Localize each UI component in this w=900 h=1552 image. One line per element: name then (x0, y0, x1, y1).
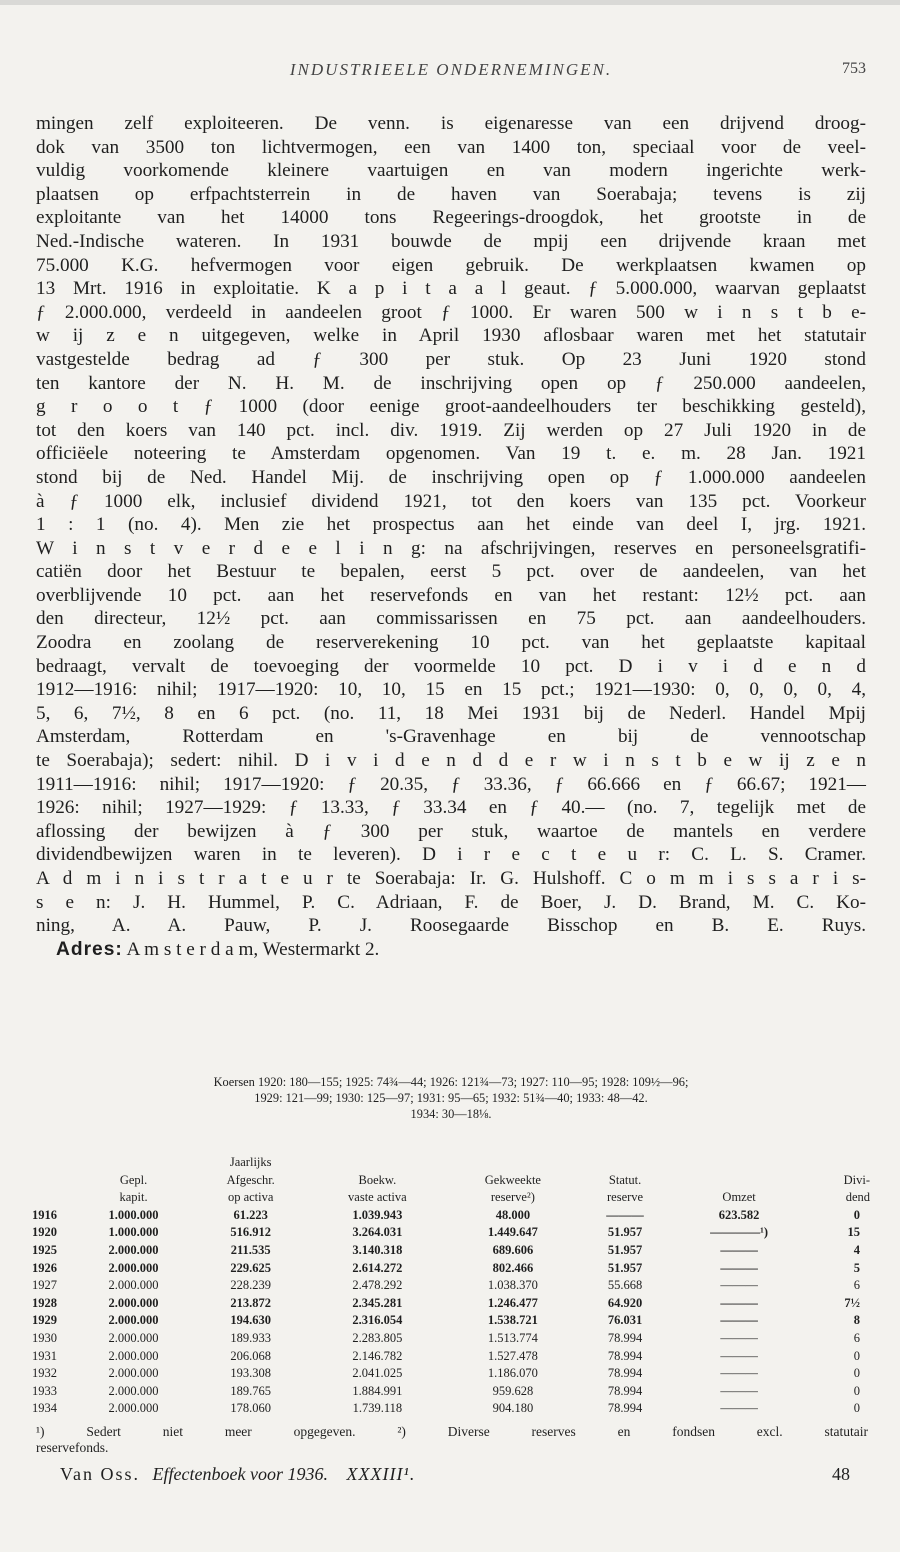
table-cell: ——— (606, 1207, 644, 1222)
table-cell: 1920 (32, 1225, 57, 1240)
table-cell: 78.994 (607, 1383, 643, 1398)
table-cell: 1.000.000 (108, 1207, 159, 1222)
text-line: 1912—1916: nihil; 1917—1920: 10, 10, 15 en 15 pct.; 1921—1930: 0, 0, 0, 0, 4, (36, 679, 866, 701)
table-row (30, 1330, 870, 1348)
text-line: ning, A. A. Pauw, P. J. Roosegaarde Bisschop en B. E. Ruys. (36, 915, 866, 937)
table-cell: ——— (720, 1313, 758, 1328)
column-header-line: Statut. (608, 1172, 642, 1187)
page-header (36, 60, 866, 86)
table-cell: 1.884.991 (352, 1383, 403, 1398)
column-header-line: Divi- (843, 1172, 870, 1187)
column-header-line: op activa (227, 1190, 274, 1205)
footer-page-marker: 48 (832, 1464, 850, 1484)
text-line: Ned.-Indische wateren. In 1931 bouwde de mpij een drijvende kraan met (36, 230, 866, 252)
table-cell: ——— (720, 1383, 758, 1398)
table-cell: 1.538.721 (487, 1313, 538, 1328)
table-row (30, 1312, 870, 1330)
text-line: te Soerabaja); sedert: nihil. D i v i d e n d d e r w i n s t b e w ij z e n (36, 750, 866, 772)
table-cell: 55.668 (607, 1278, 643, 1293)
table-cell: 78.994 (607, 1366, 643, 1381)
column-header-line: Gekweekte (484, 1172, 541, 1187)
column-header-line: dend (845, 1190, 870, 1205)
page-footer (60, 1464, 850, 1490)
column-header (308, 1154, 446, 1207)
table-cell: 8 (853, 1313, 860, 1328)
table-cell: 15 (847, 1225, 860, 1240)
table-cell: 193.308 (230, 1366, 271, 1381)
address-line (36, 938, 866, 962)
table-cell: 0 (853, 1383, 860, 1398)
price-history-line: 1934: 30—18⅛. (410, 1107, 492, 1121)
table-cell: 1931 (32, 1348, 57, 1363)
page-top-edge (0, 0, 900, 5)
text-line: plaatsen op erfpachtsterrein in de haven van Soerabaja; tevens is zij (36, 183, 866, 205)
table-cell: 2.041.025 (352, 1366, 403, 1381)
running-title: INDUSTRIEELE ONDERNEMINGEN. (289, 60, 613, 79)
table-row (30, 1383, 870, 1401)
text-line: 1926: nihil; 1927—1929: ƒ 13.33, ƒ 33.34 en ƒ 40.— (no. 7, tegelijk met de (36, 797, 866, 819)
table-cell: 2.000.000 (108, 1383, 159, 1398)
text-line: vastgestelde bedrag ad ƒ 300 per stuk. Op 23 Juni 1920 stond (36, 348, 866, 370)
text-line: g r o o t ƒ 1000 (door eenige groot-aandeelhouders ter beschikking gesteld), (36, 396, 866, 418)
table-cell: 1930 (32, 1330, 57, 1345)
text-line: officiëele noteering te Amsterdam opgenomen. Van 19 t. e. m. 28 Jan. 1921 (36, 443, 866, 465)
table-cell: 51.957 (607, 1260, 643, 1275)
price-history (36, 1074, 866, 1122)
column-header (30, 1154, 74, 1207)
column-header (807, 1154, 870, 1207)
footnote-line: ¹) Sedert niet meer opgegeven. ²) Diverse reserves en fondsen excl. statutair (36, 1424, 868, 1439)
table-cell: 1925 (32, 1242, 57, 1257)
table-cell: 206.068 (230, 1348, 271, 1363)
text-line: den directeur, 12½ pct. aan commissarissen en 75 pct. aan aandeelhouders. (36, 608, 866, 630)
table-cell: 2.000.000 (108, 1330, 159, 1345)
page-number: 753 (842, 60, 866, 77)
text-line: 5, 6, 7½, 8 en 6 pct. (no. 11, 18 Mei 1931 bij de Nederl. Handel Mpij (36, 702, 866, 724)
table-row (30, 1295, 870, 1313)
text-line: 13 Mrt. 1916 in exploitatie. K a p i t a a l geaut. ƒ 5.000.000, waarvan geplaatst (36, 278, 866, 300)
company-description (36, 112, 866, 961)
table-row (30, 1348, 870, 1366)
table-cell: 904.180 (492, 1401, 534, 1416)
table-row (30, 1242, 870, 1260)
column-header-line: kapit. (119, 1190, 148, 1205)
table-cell: 189.933 (230, 1330, 271, 1345)
table-cell: 228.239 (230, 1278, 271, 1293)
table-cell: 0 (853, 1401, 860, 1416)
text-line: catiën door het Bestuur te bepalen, eerst 5 pct. over de aandeelen, van het (36, 561, 866, 583)
table-row (30, 1224, 870, 1242)
table-cell: 516.912 (230, 1225, 271, 1240)
table-cell: 178.060 (230, 1401, 271, 1416)
table-cell: 78.994 (607, 1401, 643, 1416)
column-header-line: vaste activa (348, 1190, 407, 1205)
table-cell: 0 (853, 1207, 860, 1222)
text-line: dok van 3500 ton lichtvermogen, een van 1400 ton, speciaal voor de veel- (36, 136, 866, 158)
financial-table (30, 1154, 870, 1418)
table-cell: 1928 (32, 1295, 57, 1310)
table-cell: 1934 (32, 1401, 57, 1416)
text-line: exploitante van het 14000 tons Regeerings-droogdok, het grootste in de (36, 207, 866, 229)
table-cell: 1.000.000 (108, 1225, 159, 1240)
text-line: overblijvende 10 pct. aan het reservefonds en van het restant: 12½ pct. aan (36, 584, 866, 606)
table-cell: ——— (720, 1278, 758, 1293)
table-cell: 61.223 (233, 1207, 268, 1222)
table-cell: 1916 (32, 1207, 57, 1222)
column-header (193, 1154, 308, 1207)
table-cell: 2.283.805 (352, 1330, 403, 1345)
table-cell: 0 (853, 1366, 860, 1381)
table-cell: 1927 (32, 1278, 57, 1293)
table-cell: 1.449.647 (487, 1225, 538, 1240)
table-cell: 2.000.000 (108, 1278, 159, 1293)
table-cell: 689.606 (492, 1242, 534, 1257)
text-line: Zoodra en zoolang de reserverekening 10 pct. van het geplaatste kapitaal (36, 632, 866, 654)
text-line: 75.000 K.G. hefvermogen voor eigen gebruik. De werkplaatsen kwamen op (36, 254, 866, 276)
footer-book-title: Effectenboek voor 1936. (152, 1464, 328, 1484)
text-line: ƒ 2.000.000, verdeeld in aandeelen groot ƒ 1000. Er waren 500 w i n s t b e- (36, 301, 866, 323)
footer-volume: XXXIII¹. (346, 1464, 416, 1484)
table-cell: 194.630 (230, 1313, 271, 1328)
table-cell: 189.765 (230, 1383, 271, 1398)
column-header (446, 1154, 579, 1207)
table-row (30, 1260, 870, 1278)
table-footnotes (36, 1424, 868, 1456)
table-cell: 623.582 (718, 1207, 760, 1222)
text-line: 1 : 1 (no. 4). Men zie het prospectus aan het einde van deel I, jrg. 1921. (36, 514, 866, 536)
table-cell: 1.739.118 (352, 1401, 403, 1416)
table-cell: 4 (853, 1242, 860, 1257)
table-cell: 78.994 (607, 1330, 643, 1345)
table-cell: 2.000.000 (108, 1242, 159, 1257)
column-header-line: Gepl. (119, 1172, 148, 1187)
table-cell: 1.513.774 (487, 1330, 538, 1345)
table-cell: ——— (720, 1260, 758, 1275)
text-line: bedraagt, vervalt de toevoeging der voormelde 10 pct. D i v i d e n d (36, 655, 866, 677)
table-cell: ——— (720, 1242, 758, 1257)
text-line: stond bij de Ned. Handel Mij. de inschrijving open op ƒ 1.000.000 aandeelen (36, 466, 866, 488)
table-cell: 229.625 (230, 1260, 271, 1275)
table-cell: 1929 (32, 1313, 57, 1328)
table-cell: 1932 (32, 1366, 57, 1381)
footer-author: Van Oss. (60, 1464, 141, 1484)
table-cell: ——— (720, 1348, 758, 1363)
price-history-line: 1929: 121—99; 1930: 125—97; 1931: 95—65; 1932: 51¾—40; 1933: 48—42. (254, 1091, 648, 1105)
table-cell: ————¹) (710, 1225, 769, 1240)
table-row (30, 1400, 870, 1418)
table-row (30, 1277, 870, 1295)
column-header-line: Afgeschr. (226, 1172, 275, 1187)
column-header-line: Jaarlijks (229, 1155, 272, 1169)
table-cell: 5 (853, 1260, 860, 1275)
footnote-line: reservefonds. (36, 1440, 109, 1455)
table-cell: 1.186.070 (487, 1366, 538, 1381)
table-cell: 3.264.031 (352, 1225, 403, 1240)
table-cell: 51.957 (607, 1225, 643, 1240)
table-cell: 1933 (32, 1383, 57, 1398)
text-line: tot den koers van 140 pct. incl. div. 1919. Zij werden op 27 Juli 1920 in de (36, 419, 866, 441)
text-line: 1911—1916: nihil; 1917—1920: ƒ 20.35, ƒ 33.36, ƒ 66.666 en ƒ 66.67; 1921— (36, 773, 866, 795)
table-cell: 959.628 (492, 1383, 534, 1398)
table-cell: ——— (720, 1366, 758, 1381)
column-header (671, 1154, 808, 1207)
table-cell: 2.000.000 (108, 1348, 159, 1363)
table-cell: 51.957 (607, 1242, 643, 1257)
table-cell: 2.000.000 (108, 1313, 159, 1328)
table-header-row (30, 1154, 870, 1207)
column-header-line: reserve²) (490, 1190, 535, 1205)
column-header-line: Omzet (722, 1190, 756, 1205)
table-cell: 2.146.782 (352, 1348, 403, 1363)
table-cell: ——— (720, 1330, 758, 1345)
table-cell: ——— (720, 1401, 758, 1416)
text-line: w ij z e n uitgegeven, welke in April 1930 aflosbaar waren met het statutair (36, 325, 866, 347)
table-row (30, 1207, 870, 1225)
table-cell: 3.140.318 (352, 1242, 403, 1257)
table-cell: 0 (853, 1348, 860, 1363)
table-cell: 6 (853, 1330, 860, 1345)
table-body (30, 1207, 870, 1418)
text-line: ten kantore der N. H. M. de inschrijving open op ƒ 250.000 aandeelen, (36, 372, 866, 394)
table-cell: 2.000.000 (108, 1366, 159, 1381)
table-cell: 2.000.000 (108, 1260, 159, 1275)
table-cell: 2.000.000 (108, 1295, 159, 1310)
table-cell: 48.000 (495, 1207, 531, 1222)
text-line: aflossing der bewijzen à ƒ 300 per stuk, waartoe de mantels en verdere (36, 820, 866, 842)
text-line: s e n: J. H. Hummel, P. C. Adriaan, F. de Boer, J. D. Brand, M. C. Ko- (36, 891, 866, 913)
column-header-line: Boekw. (358, 1172, 397, 1187)
text-line: Amsterdam, Rotterdam en 's-Gravenhage en bij de vennootschap (36, 726, 866, 748)
table-cell: 1.038.370 (487, 1278, 538, 1293)
column-header (579, 1154, 671, 1207)
text-line: dividendbewijzen waren in te leveren). D i r e c t e u r: C. L. S. Cramer. (36, 844, 866, 866)
table-cell: 6 (853, 1278, 860, 1293)
table-cell: 2.478.292 (352, 1278, 403, 1293)
column-header-line: reserve (607, 1190, 644, 1205)
text-line: A d m i n i s t r a t e u r te Soerabaja: Ir. G. Hulshoff. C o m m i s s a r i s- (36, 868, 866, 889)
table-cell: 64.920 (607, 1295, 643, 1310)
column-header (74, 1154, 193, 1207)
table-row (30, 1365, 870, 1383)
table-cell: 802.466 (492, 1260, 534, 1275)
table-cell: 1926 (32, 1260, 57, 1275)
table-cell: 7½ (844, 1295, 860, 1310)
address-label: Adres: (56, 938, 123, 960)
address-value: A m s t e r d a m, Westermarkt 2. (126, 938, 380, 960)
text-line: W i n s t v e r d e e l i n g: na afschrijvingen, reserves en personeelsgratifi- (36, 537, 866, 559)
table-cell: 76.031 (607, 1313, 643, 1328)
text-line: à ƒ 1000 elk, inclusief dividend 1921, tot den koers van 135 pct. Voorkeur (36, 490, 866, 512)
text-line: vuldig voorkomende kleinere vaartuigen en van modern ingerichte werk- (36, 160, 866, 182)
table-cell: ——— (720, 1295, 758, 1310)
text-line: mingen zelf exploiteeren. De venn. is eigenaresse van een drijvend droog- (36, 113, 866, 134)
price-history-line: Koersen 1920: 180—155; 1925: 74¾—44; 1926: 121¾—73; 1927: 110—95; 1928: 109½—96; (213, 1075, 689, 1089)
table-cell: 2.345.281 (352, 1295, 403, 1310)
table-cell: 1.246.477 (487, 1295, 538, 1310)
table-cell: 2.316.054 (352, 1313, 403, 1328)
table-cell: 213.872 (230, 1295, 271, 1310)
table-cell: 2.614.272 (352, 1260, 403, 1275)
table-cell: 211.535 (230, 1242, 271, 1257)
table-cell: 78.994 (607, 1348, 643, 1363)
table-cell: 2.000.000 (108, 1401, 159, 1416)
table-cell: 1.039.943 (352, 1207, 403, 1222)
table-cell: 1.527.478 (487, 1348, 538, 1363)
